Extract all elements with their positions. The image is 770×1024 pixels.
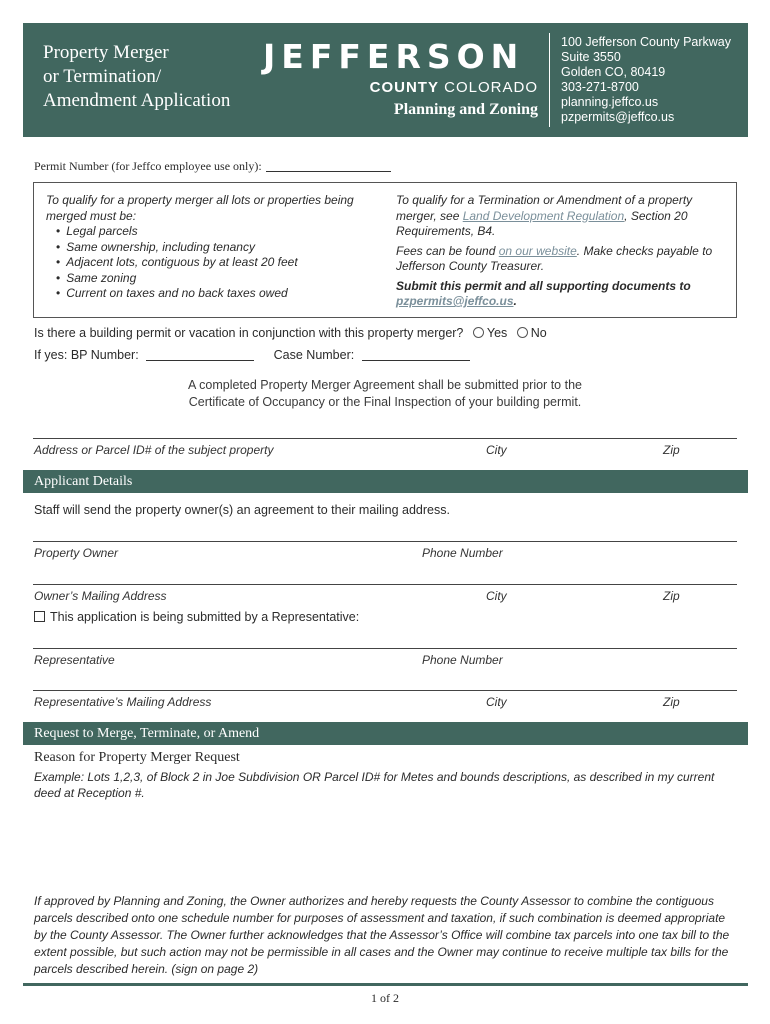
qualification-box (33, 182, 737, 318)
submission-info (396, 279, 730, 310)
list-item: • Legal parcels (56, 224, 366, 240)
list-item: • Same zoning (56, 271, 366, 287)
bp-number-row (34, 348, 470, 362)
agreement-notice-line-2: Certificate of Occupancy or the Final Inspection of your building permit. (188, 395, 582, 409)
owner-field-line[interactable] (33, 541, 737, 542)
county-logo-wordmark: JEFFERSON (263, 37, 525, 76)
contact-line: Suite 3550 (561, 50, 621, 64)
contact-line: 100 Jefferson County Parkway (561, 35, 732, 49)
contact-email[interactable]: pzpermits@jeffco.us (561, 110, 675, 124)
subject-zip-label: Zip (663, 443, 680, 457)
reason-title: Reason for Property Merger Request (34, 750, 240, 765)
representative-checkbox[interactable] (34, 611, 45, 622)
representative-city-label: City (486, 695, 507, 709)
contact-line: Golden CO, 80419 (561, 65, 666, 79)
list-item: • Same ownership, including tenancy (56, 240, 366, 256)
permit-number-field[interactable] (266, 171, 391, 172)
merger-requirements-list (56, 224, 366, 302)
owner-city-label: City (486, 589, 507, 603)
permit-number-row (34, 159, 391, 174)
representative-phone-label: Phone Number (422, 653, 503, 667)
text: . Make checks payable to Jefferson County Treasurer. (396, 243, 713, 273)
representative-checkbox-label: This application is being submitted by a Representative: (50, 610, 360, 624)
submission-email-link[interactable]: pzpermits@jeffco.us (396, 294, 514, 308)
contact-phone: 303-271-8700 (561, 80, 639, 94)
form-title-line-2: or Termination/ (43, 66, 162, 87)
representative-label: Representative (34, 653, 115, 667)
yes-label: Yes (486, 326, 508, 340)
case-number-field[interactable] (362, 360, 470, 361)
owner-zip-label: Zip (663, 589, 680, 603)
agreement-notice (0, 377, 770, 411)
bp-number-field[interactable] (146, 360, 254, 361)
representative-field-line[interactable] (33, 648, 737, 649)
reason-example: Example: Lots 1,2,3, of Block 2 in Joe Subdivision OR Parcel ID# for Metes and bounds descriptions, as described in my current deed at Reception #. (34, 770, 715, 800)
logo-state-word: COLORADO (438, 79, 538, 96)
owner-mailing-label: Owner’s Mailing Address (34, 589, 167, 603)
owner-mailing-field-line[interactable] (33, 584, 737, 585)
form-title-line-3: Amendment Application (43, 90, 231, 111)
no-label: No (530, 326, 547, 340)
merger-qualifications (46, 193, 366, 302)
fees-info (396, 244, 730, 275)
text: , Section 20 Requirements, B4. (396, 208, 688, 238)
header-banner (23, 23, 748, 137)
merger-qualifications-intro: To qualify for a property merger all lots or properties being merged must be: (46, 193, 354, 223)
building-permit-question-row (34, 326, 547, 340)
text: Submit this permit and all supporting documents to (396, 278, 691, 293)
form-title (43, 41, 230, 113)
form-title-line-1: Property Merger (43, 42, 169, 63)
owner-phone-label: Phone Number (422, 546, 503, 560)
representative-mailing-field-line[interactable] (33, 690, 737, 691)
representative-mailing-label: Representative’s Mailing Address (34, 695, 212, 709)
contact-website[interactable]: planning.jeffco.us (561, 95, 659, 109)
land-development-regulation-link[interactable]: Land Development Regulation (462, 208, 625, 223)
bp-number-label: If yes: BP Number: (34, 348, 139, 362)
building-permit-question: Is there a building permit or vacation in conjunction with this property merger? (34, 326, 464, 340)
subject-property-field-line[interactable] (33, 438, 737, 439)
subject-address-label: Address or Parcel ID# of the subject property (34, 443, 274, 457)
text: To qualify for a Termination or Amendment of a property merger, see (396, 193, 693, 223)
county-logo-subtitle (370, 79, 538, 96)
agreement-notice-line-1: A completed Property Merger Agreement shall be submitted prior to the (188, 378, 582, 392)
subject-city-label: City (486, 443, 507, 457)
footer-rule (23, 983, 748, 986)
contact-info (561, 35, 731, 125)
list-item: • Current on taxes and no back taxes owed (56, 286, 366, 302)
yes-radio[interactable] (473, 327, 484, 338)
termination-requirements (396, 193, 730, 240)
text: Fees can be found (396, 243, 499, 258)
page-number: 1 of 2 (371, 991, 399, 1005)
representative-zip-label: Zip (663, 695, 680, 709)
no-radio[interactable] (517, 327, 528, 338)
department-name: Planning and Zoning (393, 101, 538, 118)
applicant-section-header: Applicant Details (23, 470, 748, 493)
header-divider (549, 33, 550, 127)
text: . (513, 294, 517, 308)
property-owner-label: Property Owner (34, 546, 119, 560)
list-item: • Adjacent lots, contiguous by at least 20 feet (56, 255, 366, 271)
website-link[interactable]: on our website (498, 243, 577, 258)
staff-note: Staff will send the property owner(s) an agreement to their mailing address. (34, 503, 450, 517)
case-number-label: Case Number: (273, 348, 355, 362)
termination-info (396, 193, 730, 314)
logo-county-word: COUNTY (369, 79, 439, 96)
request-section-header: Request to Merge, Terminate, or Amend (23, 722, 748, 745)
representative-checkbox-row (34, 610, 359, 624)
permit-number-label: Permit Number (for Jeffco employee use only): (34, 159, 262, 173)
assessor-authorization-text: If approved by Planning and Zoning, the Owner authorizes and hereby requests the County Assessor to combine the contiguous parcels described onto one schedule number for purposes of assessment and taxation, if such combination is deemed appropriate by the County Assessor. The Owner further acknowledges that the Assessor’s Office will combine tax parcels into one tax bill to the extent possible, but such action may not be permissible in all cases and the Owner may continue to receive multiple tax bills for the parcels described herein. (sign on page 2) (34, 894, 730, 976)
